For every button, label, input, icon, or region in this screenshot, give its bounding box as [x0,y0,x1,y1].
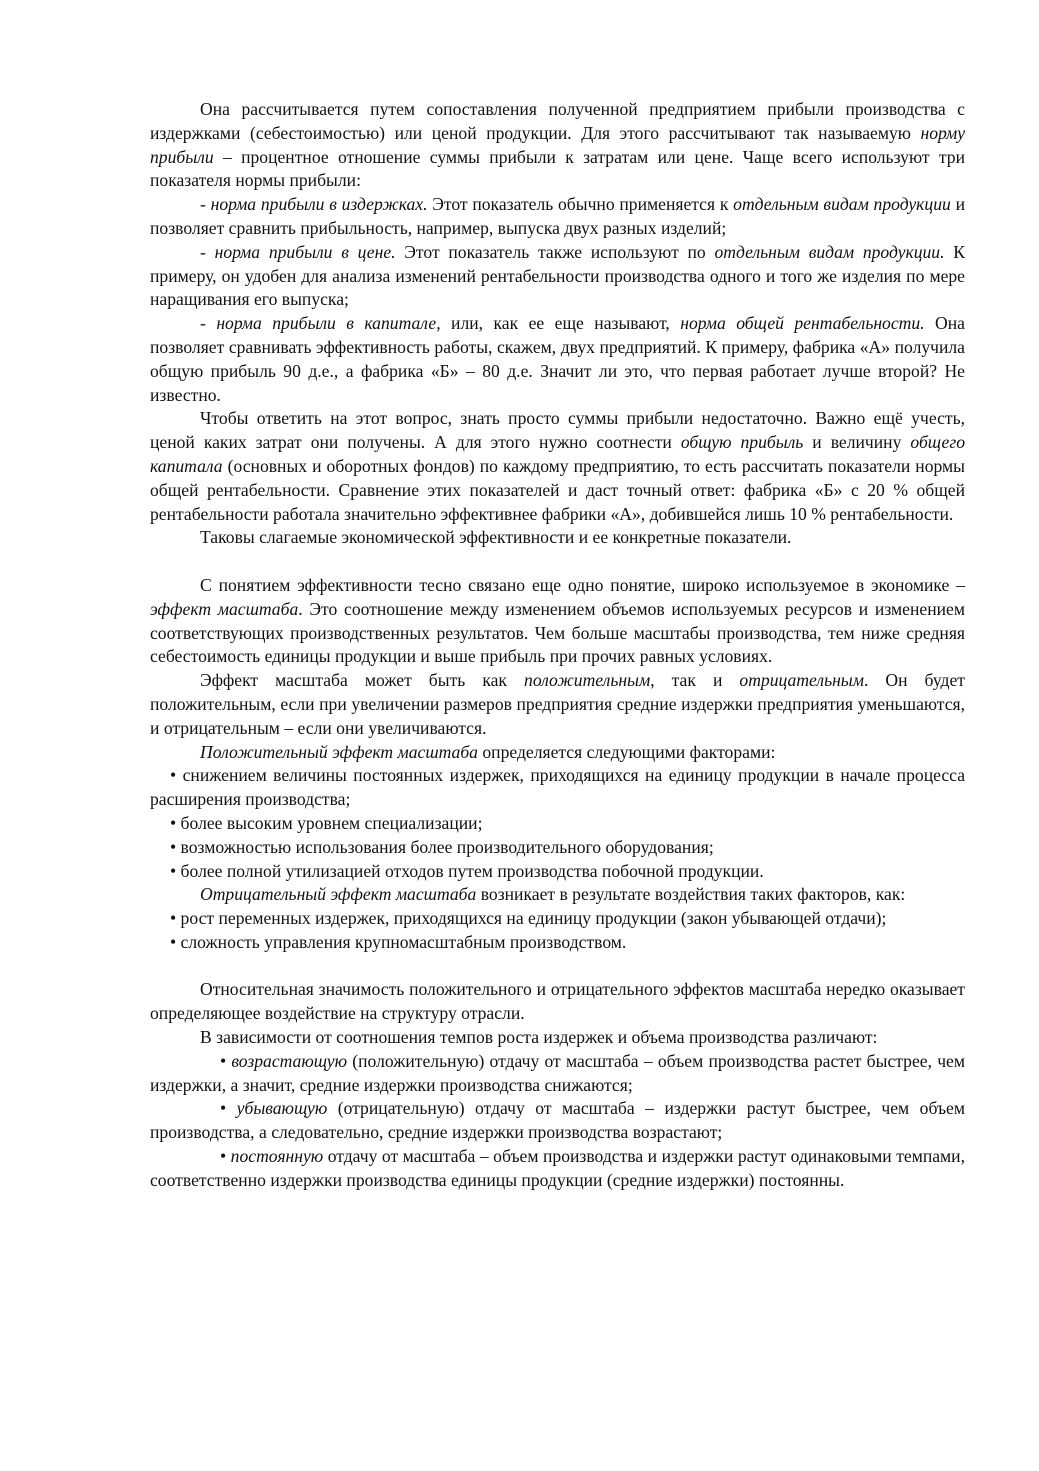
text: – процентное отношение суммы прибыли к затратам или цене. Чаще всего используют три показателя нормы прибыли: [150,146,965,191]
paragraph-negative-factors [150,883,965,907]
text: возникает в результате воздействия таких факторов, как: [476,884,906,905]
text: - [200,313,217,334]
italic-term: возрастающую [231,1050,348,1071]
paragraph-returns-intro: В зависимости от соотношения темпов роста издержек и объема производства различают: [200,1027,878,1048]
text: (отрицательную) отдачу от масштаба – издержки растут быстрее, чем объем производства, а следовательно, средние издержки производства возрастают; [150,1098,965,1143]
italic-term: Отрицательный эффект масштаба [200,884,477,905]
paragraph-norm-capital [150,312,965,407]
italic-term: общую прибыль [680,432,804,453]
italic-term: отдельным видам продукции [733,194,951,215]
text: • [220,1098,237,1119]
text: . Это соотношение между изменением объемов используемых ресурсов и изменением соответствующих производственных результатов. Чем больше масштабы производства, тем ниже средняя себестоимость единицы продукции и выше прибыль при прочих равных условиях. [150,598,965,667]
italic-term: отдельным видам продукции. [714,241,945,262]
paragraph-gap [150,550,965,574]
text: определяется следующими факторами: [477,741,776,762]
text: - [200,194,211,215]
text: (положительную) отдачу от масштаба – объем производства растет быстрее, чем издержки, а значит, средние издержки производства снижаются; [150,1050,965,1095]
list-item [150,1097,965,1145]
list-item [150,1050,965,1098]
list-item: • более полной утилизацией отходов путем производства побочной продукции. [170,860,764,881]
list-item: • рост переменных издержек, приходящихся на единицу продукции (закон убывающей отдачи); [170,908,887,929]
paragraph-norm-price [150,241,965,312]
paragraph-scale-effect [150,574,965,669]
text: С понятием эффективности тесно связано еще одно понятие, широко используемое в экономике – [200,574,965,595]
paragraph-norm-costs [150,193,965,241]
text: , так и [650,670,740,691]
italic-term: норму прибыли [150,122,965,167]
text: - [200,241,215,262]
text: Этот показатель также используют по [395,241,715,262]
paragraph-scale-sign [150,669,965,740]
italic-term: убывающую [236,1098,328,1119]
text: отдачу от масштаба – объем производства и издержки растут одинаковыми темпами, соответственно издержки производства единицы продукции (средние издержки) постоянны. [150,1146,965,1190]
text: • [220,1050,232,1071]
italic-term: постоянную [230,1146,324,1167]
italic-term: положительным [524,670,651,691]
paragraph-profit-norm-intro [150,98,965,193]
italic-term: норма прибыли в капитале, [216,313,441,334]
text: Эффект масштаба может быть как [200,670,525,691]
paragraph-relative-significance: Относительная значимость положительного и отрицательного эффектов масштаба нередко оказывает определяющее воздействие на структуру отрасли. [150,979,965,1024]
text: Она позволяет сравнивать эффективность работы, скажем, двух предприятий. К примеру, фабрика «А» получила общую прибыль 90 д.е., а фабрика «Б» – 80 д.е. Значит ли это, что первая работает лучше второй? Не известно. [150,313,965,405]
list-item: • более высоким уровнем специализации; [170,812,483,833]
paragraph-gap [150,955,965,979]
paragraph-positive-factors [150,741,965,765]
list-item: • сложность управления крупномасштабным производством. [170,931,627,952]
text: и позволяет сравнить прибыльность, например, выпуска двух разных изделий; [150,194,965,238]
text: К примеру, он удобен для анализа изменений рентабельности производства одного и того же изделия по мере наращивания его выпуска; [150,241,965,310]
text: • [220,1146,231,1167]
list-item [150,1145,965,1193]
text: . Он будет положительным, если при увеличении размеров предприятия средние издержки предприятия уменьшаются, и отрицательным – если они увеличиваются. [150,670,965,738]
list-item: • снижением величины постоянных издержек, приходящихся на единицу продукции в начале процесса расширения производства; [150,765,965,810]
italic-term: эффект масштаба [150,598,299,619]
italic-term: общего капитала [150,432,965,476]
text: или, как ее еще называют, [440,313,681,334]
paragraph-answer [150,407,965,526]
italic-term: норма общей рентабельности. [680,313,925,334]
paragraph-summary: Таковы слагаемые экономической эффективности и ее конкретные показатели. [200,527,792,548]
italic-term: норма прибыли в цене. [214,241,396,262]
italic-term: Положительный эффект масштаба [200,741,478,762]
text: Чтобы ответить на этот вопрос, знать просто суммы прибыли недостаточно. Важно ещё учесть, ценой каких затрат они получены. А для этого нужно соотнести [150,408,965,453]
text: (основных и оборотных фондов) по каждому предприятию, то есть рассчитать показатели нормы общей рентабельности. Сравнение этих показателей и даст точный ответ: фабрика «Б» с 20 % общей рентабельности работала значительно эффективнее фабрики «А», добившейся лишь 10 % рентабельности. [150,455,965,524]
text: Она рассчитывается путем сопоставления полученной предприятием прибыли производства с издержками (себестоимостью) или ценой продукции. Для этого рассчитывают так называемую [150,99,965,143]
text: Этот показатель обычно применяется к [427,194,734,215]
list-item: • возможностью использования более производительного оборудования; [170,836,714,857]
document-page [150,98,965,1193]
italic-term: норма прибыли в издержках. [210,194,428,215]
italic-term: отрицательным [739,670,864,691]
text: и величину [803,432,911,453]
